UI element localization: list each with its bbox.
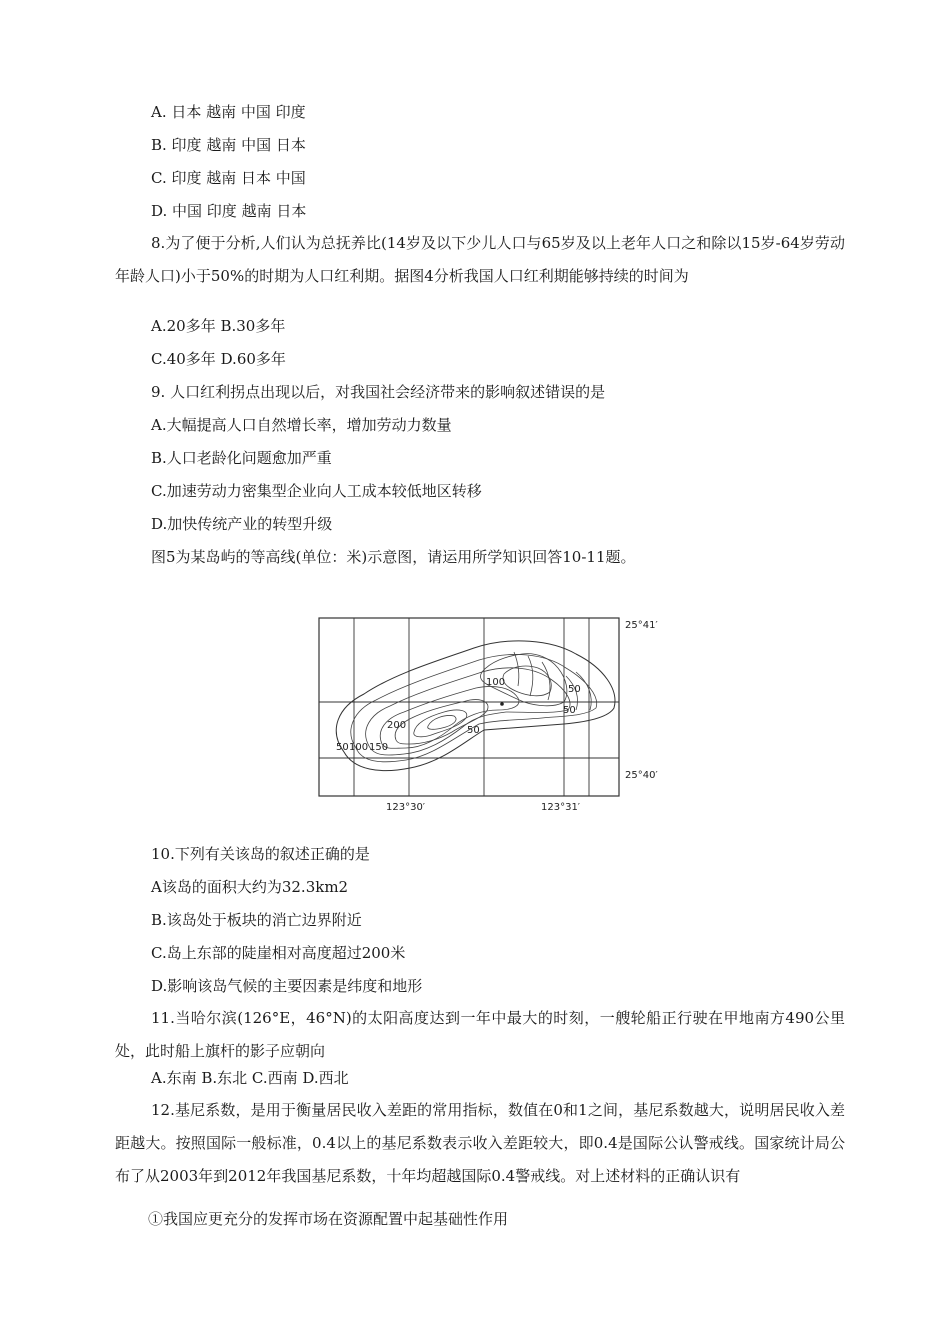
latitude-top-label: 25°41′ <box>625 620 658 631</box>
q7-option-d: D. 中国 印度 越南 日本 <box>151 202 307 220</box>
longitude-right-label: 123°31′ <box>541 802 581 813</box>
contour-line <box>366 668 570 755</box>
q9-option-a: A.大幅提高人口自然增长率，增加劳动力数量 <box>151 416 452 434</box>
q12-item-1: ①我国应更充分的发挥市场在资源配置中起基础性作用 <box>148 1210 509 1228</box>
q9-option-d: D.加快传统产业的转型升级 <box>151 515 333 533</box>
contour-label: 100 <box>486 677 506 688</box>
contour-line <box>380 686 519 748</box>
q10-option-d: D.影响该岛气候的主要因素是纬度和地形 <box>151 977 423 995</box>
longitude-left-label: 123°30′ <box>386 802 426 813</box>
q10-option-c: C.岛上东部的陡崖相对高度超过200米 <box>151 944 406 962</box>
contour-map <box>314 612 674 813</box>
q11-stem: 11.当哈尔滨(126°E，46°N)的太阳高度达到一年中最大的时刻，一艘轮船正行驶在甲地南方490公里处，此时船上旗杆的影子应朝向 <box>115 1009 845 1060</box>
q7-option-b: B. 印度 越南 中国 日本 <box>151 136 306 154</box>
q10-option-a: A该岛的面积大约为32.3km2 <box>151 878 349 896</box>
q10-option-b: B.该岛处于板块的消亡边界附近 <box>151 911 362 929</box>
contour-label: 200 <box>387 720 407 731</box>
q10-stem: 10.下列有关该岛的叙述正确的是 <box>151 845 370 863</box>
contour-map-figure <box>314 612 674 813</box>
q11-stem-block <box>115 1002 845 1068</box>
q7-option-a: A. 日本 越南 中国 印度 <box>151 103 306 121</box>
q9-stem: 9. 人口红利拐点出现以后，对我国社会经济带来的影响叙述错误的是 <box>151 383 606 401</box>
contour-line <box>428 715 456 729</box>
q12-stem: 12.基尼系数，是用于衡量居民收入差距的常用指标，数值在0和1之间，基尼系数越大，说明居民收入差距越大。按照国际一般标准，0.4以上的基尼系数表示收入差距较大，即0.4是国际公认警戒线。国家统计局公布了从2003年到2012年我国基尼系数，十年均超越国际0.4警戒线。对上述材料的正确认识有 <box>115 1101 845 1185</box>
contour-label: 50 <box>563 705 576 716</box>
q11-options: A.东南 B.东北 C.西南 D.西北 <box>151 1069 349 1087</box>
q8-stem-block <box>115 227 845 293</box>
contour-label: 100 <box>349 742 369 753</box>
contour-line <box>503 666 551 696</box>
q7-option-c: C. 印度 越南 日本 中国 <box>151 169 306 187</box>
q8-option-cd: C.40多年 D.60多年 <box>151 350 286 368</box>
q12-stem-block <box>115 1094 845 1193</box>
q9-option-c: C.加速劳动力密集型企业向人工成本较低地区转移 <box>151 482 482 500</box>
contour-label: 50 <box>568 684 581 695</box>
q9-option-b: B.人口老龄化问题愈加严重 <box>151 449 332 467</box>
q8-option-ab: A.20多年 B.30多年 <box>151 317 286 335</box>
latitude-bottom-label: 25°40′ <box>625 770 658 781</box>
q8-stem: 8.为了便于分析,人们认为总抚养比(14岁及以下少儿人口与65岁及以上老年人口之和除以15岁-64岁劳动年龄人口)小于50%的时期为人口红利期。据图4分析我国人口红利期能够持续的时间为 <box>115 234 845 285</box>
contour-label: 150 <box>369 742 389 753</box>
contour-label: 50 <box>467 725 480 736</box>
fig5-intro: 图5为某岛屿的等高线(单位：米)示意图，请运用所学知识回答10-11题。 <box>151 548 636 566</box>
contour-label: 50 <box>336 742 349 753</box>
summit-point <box>500 702 504 706</box>
